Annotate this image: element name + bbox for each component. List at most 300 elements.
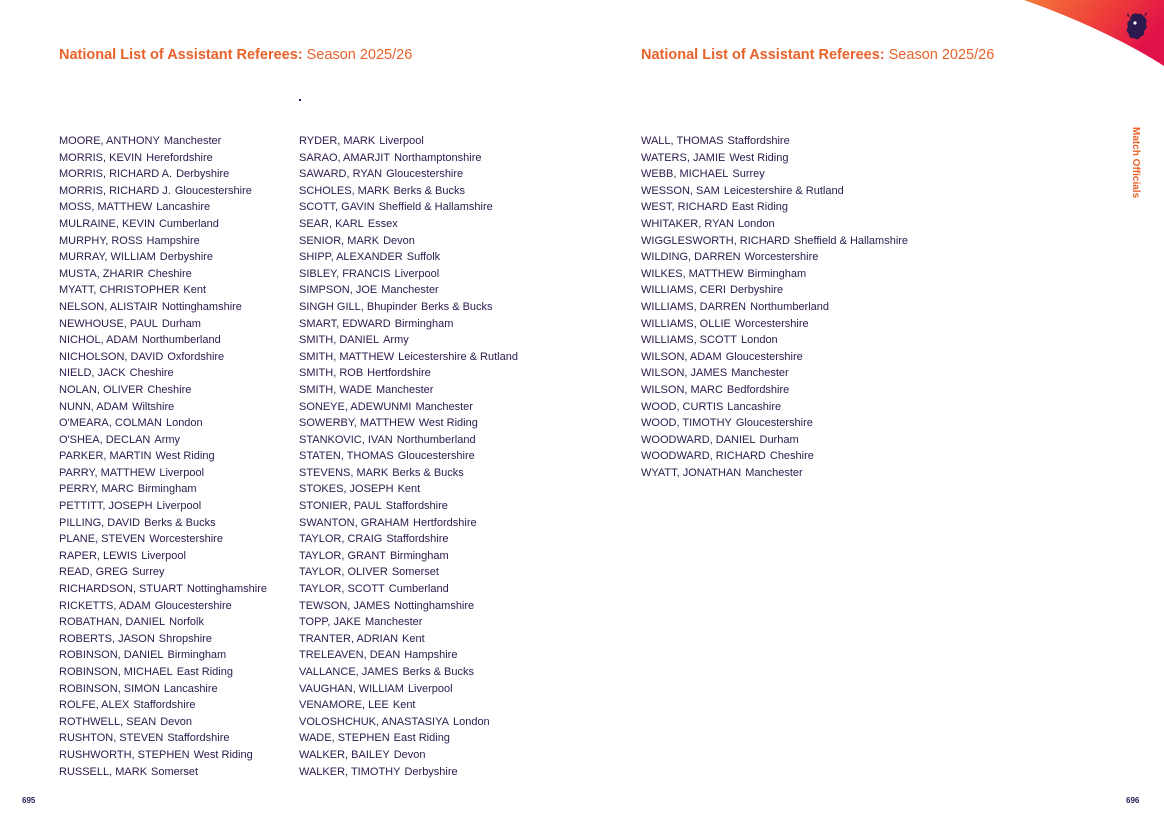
list-item	[299, 399, 518, 416]
referee-county: Gloucestershire	[386, 168, 464, 181]
page-number-left: 695	[22, 796, 36, 805]
referee-name: SMITH, MATTHEW	[299, 350, 395, 363]
referee-name: MORRIS, RICHARD J.	[59, 184, 171, 197]
list-item	[299, 382, 518, 399]
referee-name: MOORE, ANTHONY	[59, 135, 160, 147]
list-item	[299, 664, 518, 681]
referee-county: Nottinghamshire	[161, 300, 242, 313]
referee-county: Manchester	[375, 383, 434, 396]
referee-county: Birmingham	[747, 267, 807, 280]
referee-name: O'SHEA, DECLAN	[59, 433, 151, 446]
list-item	[299, 150, 518, 167]
referee-county: Berks & Bucks	[402, 666, 474, 678]
list-item	[59, 498, 267, 515]
referee-name: MORRIS, KEVIN	[59, 151, 143, 164]
referee-name: STOKES, JOSEPH	[299, 483, 394, 496]
referee-name: TEWSON, JAMES	[299, 599, 391, 612]
referee-name: SONEYE, ADEWUNMI	[299, 400, 412, 413]
list-item	[641, 266, 908, 283]
referee-name: NEWHOUSE, PAUL	[59, 317, 158, 330]
list-item	[59, 299, 267, 316]
page-title-left	[59, 47, 412, 63]
list-item	[59, 730, 267, 747]
referee-county: London	[452, 715, 490, 728]
referee-county: Worcestershire	[734, 317, 809, 330]
referee-name: ROBATHAN, DANIEL	[59, 616, 166, 629]
list-item	[59, 282, 267, 299]
referee-name: SIBLEY, FRANCIS	[299, 267, 391, 280]
referee-name: SMITH, WADE	[299, 383, 372, 396]
referee-county: East Riding	[731, 201, 789, 214]
referee-name: READ, GREG	[59, 566, 129, 579]
referee-name: WILLIAMS, CERI	[641, 284, 726, 297]
list-item	[299, 697, 518, 714]
referee-county: Somerset	[391, 566, 439, 579]
referee-county: West Riding	[729, 151, 789, 164]
referee-name: ROBERTS, JASON	[59, 632, 155, 645]
list-item	[299, 199, 518, 216]
list-item	[299, 133, 518, 150]
referee-county: Derbyshire	[404, 765, 458, 778]
referee-name: PARKER, MARTIN	[59, 450, 152, 463]
referee-name: ROTHWELL, SEAN	[59, 715, 157, 728]
referee-name: PARRY, MATTHEW	[59, 466, 156, 479]
referee-county: Gloucestershire	[725, 350, 803, 363]
list-item	[299, 681, 518, 698]
list-item	[641, 299, 908, 316]
referee-county: Cumberland	[158, 217, 219, 230]
referee-county: Liverpool	[379, 135, 424, 147]
list-item	[299, 614, 518, 631]
referee-county: Kent	[392, 699, 416, 712]
list-item	[59, 266, 267, 283]
list-item	[59, 166, 267, 183]
referee-name: VALLANCE, JAMES	[299, 666, 399, 678]
referee-county: Devon	[383, 234, 415, 247]
referee-name: VOLOSHCHUK, ANASTASIYA	[299, 715, 449, 728]
referee-county: West Riding	[155, 450, 215, 463]
list-item	[59, 432, 267, 449]
list-item	[59, 349, 267, 366]
list-item	[59, 199, 267, 216]
referee-county: Northumberland	[141, 334, 221, 347]
referee-name: SARAO, AMARJIT	[299, 151, 391, 164]
list-item	[641, 399, 908, 416]
referee-county: Bedfordshire	[726, 383, 790, 396]
list-item	[299, 282, 518, 299]
referee-county: Durham	[161, 317, 201, 330]
referee-name: WATERS, JAMIE	[641, 151, 726, 164]
list-item	[59, 764, 267, 781]
referee-county: Gloucestershire	[397, 450, 475, 463]
referee-county: Surrey	[132, 566, 165, 579]
referee-name: SIMPSON, JOE	[299, 284, 378, 297]
referee-county: Gloucestershire	[735, 417, 813, 430]
list-item	[59, 564, 267, 581]
referee-county: Worcestershire	[744, 251, 819, 264]
list-item	[299, 249, 518, 266]
list-item	[641, 332, 908, 349]
referee-name: WOOD, CURTIS	[641, 400, 724, 413]
referee-name: WALKER, BAILEY	[299, 748, 390, 761]
referee-county: Suffolk	[406, 251, 441, 264]
referee-county: Lancashire	[727, 400, 782, 413]
list-item	[59, 249, 267, 266]
section-side-label	[1128, 127, 1142, 207]
list-item	[299, 365, 518, 382]
referee-county: East Riding	[176, 666, 233, 678]
stray-dot	[299, 99, 301, 101]
referee-county: Norfolk	[169, 616, 204, 629]
list-item	[641, 349, 908, 366]
referee-name: O'MEARA, COLMAN	[59, 417, 162, 430]
referee-name: WOOD, TIMOTHY	[641, 417, 732, 430]
list-item	[299, 548, 518, 565]
referee-county: London	[740, 334, 778, 347]
list-item	[641, 415, 908, 432]
referee-name: TRELEAVEN, DEAN	[299, 649, 401, 662]
referee-list-column-1	[59, 133, 267, 780]
referee-name: STONIER, PAUL	[299, 500, 382, 513]
referee-name: VAUGHAN, WILLIAM	[299, 682, 404, 695]
referee-name: WILLIAMS, OLLIE	[641, 317, 731, 330]
list-item	[299, 432, 518, 449]
referee-county: Devon	[393, 748, 426, 761]
referee-name: WOODWARD, RICHARD	[641, 450, 766, 463]
referee-name: WADE, STEPHEN	[299, 732, 390, 745]
referee-name: WALKER, TIMOTHY	[299, 765, 401, 778]
referee-county: Oxfordshire	[167, 350, 225, 363]
referee-name: MYATT, CHRISTOPHER	[59, 284, 180, 297]
referee-county: Sheffield & Hallamshire	[793, 234, 909, 247]
list-item	[299, 332, 518, 349]
referee-name: RUSHTON, STEVEN	[59, 732, 164, 745]
referee-county: Birmingham	[167, 649, 227, 662]
referee-name: WILKES, MATTHEW	[641, 267, 744, 280]
referee-name: TOPP, JAKE	[299, 616, 361, 629]
list-item	[641, 150, 908, 167]
referee-county: London	[737, 217, 775, 230]
referee-county: Sheffield & Hallamshire	[378, 201, 493, 214]
list-item	[641, 432, 908, 449]
list-item	[59, 183, 267, 200]
referee-name: NOLAN, OLIVER	[59, 383, 144, 396]
list-item	[299, 747, 518, 764]
referee-name: WEST, RICHARD	[641, 201, 728, 214]
list-item	[59, 631, 267, 648]
referee-county: Cheshire	[129, 367, 174, 380]
referee-county: Lancashire	[163, 682, 218, 695]
list-item	[59, 382, 267, 399]
referee-name: WILSON, ADAM	[641, 350, 722, 363]
referee-name: PETTITT, JOSEPH	[59, 500, 153, 513]
list-item	[59, 581, 267, 598]
list-item	[299, 647, 518, 664]
referee-county: Shropshire	[158, 632, 212, 645]
referee-county: Manchester	[745, 466, 803, 479]
list-item	[59, 664, 267, 681]
list-item	[299, 415, 518, 432]
list-item	[641, 282, 908, 299]
referee-name: WILSON, JAMES	[641, 367, 728, 380]
referee-name: NIELD, JACK	[59, 367, 126, 380]
referee-county: Berks & Bucks	[144, 516, 216, 529]
referee-county: Berks & Bucks	[421, 300, 493, 313]
referee-name: NUNN, ADAM	[59, 400, 129, 413]
premier-league-lion-icon	[1125, 12, 1149, 42]
referee-county: Herefordshire	[146, 151, 213, 164]
referee-county: Berks & Bucks	[392, 466, 464, 479]
referee-name: WIGGLESWORTH, RICHARD	[641, 234, 790, 247]
list-item	[59, 233, 267, 250]
list-item	[641, 465, 908, 482]
list-item	[299, 448, 518, 465]
referee-name: SMITH, ROB	[299, 367, 364, 380]
referee-name: SINGH GILL, Bhupinder	[299, 300, 418, 313]
referee-county: Cheshire	[769, 450, 814, 463]
referee-county: Lancashire	[156, 201, 211, 214]
list-item	[59, 598, 267, 615]
referee-county: Birmingham	[390, 549, 449, 562]
page-title-right	[641, 47, 994, 63]
referee-county: Nottinghamshire	[186, 583, 267, 596]
referee-name: MOSS, MATTHEW	[59, 201, 153, 214]
list-item	[299, 631, 518, 648]
referee-county: Staffordshire	[727, 135, 790, 147]
referee-name: PILLING, DAVID	[59, 516, 141, 529]
referee-name: TAYLOR, CRAIG	[299, 533, 383, 546]
referee-name: MURRAY, WILLIAM	[59, 251, 156, 264]
list-item	[641, 316, 908, 333]
referee-county: Gloucestershire	[174, 184, 252, 197]
list-item	[59, 647, 267, 664]
list-item	[59, 448, 267, 465]
referee-county: Birmingham	[394, 317, 454, 330]
referee-list-column-2	[299, 133, 518, 780]
list-item	[641, 382, 908, 399]
title-bold: National List of Assistant Referees:	[641, 47, 885, 63]
referee-county: Kent	[183, 284, 207, 297]
referee-name: SHIPP, ALEXANDER	[299, 251, 403, 264]
list-item	[59, 150, 267, 167]
referee-name: SMART, EDWARD	[299, 317, 391, 330]
referee-name: WILLIAMS, DARREN	[641, 300, 747, 313]
referee-county: Liverpool	[141, 549, 186, 562]
referee-county: Army	[383, 334, 409, 347]
list-item	[641, 249, 908, 266]
referee-county: Worcestershire	[149, 533, 223, 546]
referee-name: WYATT, JONATHAN	[641, 466, 742, 479]
referee-name: SAWARD, RYAN	[299, 168, 383, 181]
referee-county: Leicestershire & Rutland	[723, 184, 844, 197]
referee-county: Hampshire	[146, 234, 200, 247]
list-item	[299, 465, 518, 482]
referee-name: ROBINSON, DANIEL	[59, 649, 164, 662]
referee-county: Nottinghamshire	[394, 599, 475, 612]
referee-county: Hampshire	[404, 649, 458, 662]
list-item	[59, 681, 267, 698]
referee-name: SCOTT, GAVIN	[299, 201, 375, 214]
referee-county: Cumberland	[388, 583, 449, 596]
page-number-right: 696	[1126, 796, 1140, 805]
referee-county: Manchester	[381, 284, 439, 297]
referee-county: Surrey	[732, 168, 765, 181]
referee-name: PERRY, MARC	[59, 483, 134, 496]
referee-name: ROBINSON, MICHAEL	[59, 666, 173, 678]
list-item	[641, 233, 908, 250]
referee-county: Hertfordshire	[413, 516, 477, 529]
list-item	[59, 515, 267, 532]
referee-county: Kent	[397, 483, 421, 496]
referee-name: MORRIS, RICHARD A.	[59, 168, 173, 181]
list-item	[59, 216, 267, 233]
list-item	[299, 233, 518, 250]
list-item	[59, 465, 267, 482]
referee-name: NICHOLSON, DAVID	[59, 350, 164, 363]
referee-county: Manchester	[364, 616, 423, 629]
list-item	[299, 266, 518, 283]
referee-county: Cheshire	[147, 267, 192, 280]
list-item	[299, 598, 518, 615]
referee-county: Staffordshire	[385, 500, 448, 513]
referee-county: Northumberland	[750, 300, 830, 313]
referee-list-column-3	[641, 133, 908, 481]
referee-name: NICHOL, ADAM	[59, 334, 138, 347]
referee-name: SWANTON, GRAHAM	[299, 516, 410, 529]
referee-name: WILSON, MARC	[641, 383, 723, 396]
list-item	[59, 548, 267, 565]
referee-county: Staffordshire	[167, 732, 230, 745]
referee-name: ROLFE, ALEX	[59, 699, 130, 712]
referee-name: RICHARDSON, STUART	[59, 583, 183, 596]
referee-county: Durham	[759, 433, 799, 446]
referee-county: Northamptonshire	[394, 151, 482, 164]
side-label-text: Match Officials	[1130, 127, 1141, 199]
title-bold: National List of Assistant Referees:	[59, 47, 303, 63]
list-item	[299, 714, 518, 731]
referee-county: Northumberland	[396, 433, 476, 446]
list-item	[299, 299, 518, 316]
list-item	[59, 415, 267, 432]
referee-county: Cheshire	[147, 383, 192, 396]
list-item	[299, 564, 518, 581]
referee-county: Army	[154, 433, 181, 446]
referee-name: WALL, THOMAS	[641, 135, 724, 147]
list-item	[59, 697, 267, 714]
list-item	[59, 332, 267, 349]
referee-name: WHITAKER, RYAN	[641, 217, 734, 230]
referee-county: Leicestershire & Rutland	[398, 350, 518, 363]
referee-county: Derbyshire	[176, 168, 230, 181]
referee-county: Derbyshire	[729, 284, 784, 297]
referee-county: Kent	[402, 632, 425, 645]
referee-county: Birmingham	[137, 483, 197, 496]
referee-county: Derbyshire	[159, 251, 213, 264]
referee-county: Manchester	[731, 367, 789, 380]
referee-name: WEBB, MICHAEL	[641, 168, 729, 181]
referee-name: MULRAINE, KEVIN	[59, 217, 155, 230]
referee-name: SCHOLES, MARK	[299, 184, 390, 197]
list-item	[299, 515, 518, 532]
referee-name: TAYLOR, OLIVER	[299, 566, 388, 579]
referee-name: PLANE, STEVEN	[59, 533, 146, 546]
referee-county: Liverpool	[407, 682, 453, 695]
list-item	[59, 714, 267, 731]
referee-name: STATEN, THOMAS	[299, 450, 394, 463]
list-item	[59, 316, 267, 333]
title-season: Season 2025/26	[888, 47, 995, 63]
list-item	[59, 481, 267, 498]
referee-county: Manchester	[163, 135, 222, 147]
referee-county: Berks & Bucks	[393, 184, 465, 197]
list-item	[641, 166, 908, 183]
referee-name: NELSON, ALISTAIR	[59, 300, 158, 313]
list-item	[59, 365, 267, 382]
referee-name: WILDING, DARREN	[641, 251, 741, 264]
referee-county: Wiltshire	[132, 400, 175, 413]
referee-county: West Riding	[193, 748, 253, 761]
referee-county: Somerset	[151, 765, 199, 778]
referee-county: London	[165, 417, 203, 430]
list-item	[299, 166, 518, 183]
referee-name: TRANTER, ADRIAN	[299, 632, 399, 645]
referee-name: WOODWARD, DANIEL	[641, 433, 756, 446]
referee-name: ROBINSON, SIMON	[59, 682, 160, 695]
referee-name: RAPER, LEWIS	[59, 549, 138, 562]
referee-county: Liverpool	[159, 466, 205, 479]
referee-county: Manchester	[415, 400, 473, 413]
referee-name: MUSTA, ZHARIR	[59, 267, 144, 280]
list-item	[299, 481, 518, 498]
list-item	[299, 316, 518, 333]
referee-name: SOWERBY, MATTHEW	[299, 417, 415, 430]
list-item	[299, 730, 518, 747]
list-item	[59, 614, 267, 631]
list-item	[59, 531, 267, 548]
list-item	[59, 747, 267, 764]
referee-county: Essex	[367, 217, 398, 230]
list-item	[641, 216, 908, 233]
referee-county: Staffordshire	[133, 699, 196, 712]
referee-county: West Riding	[418, 417, 478, 430]
referee-name: SMITH, DANIEL	[299, 334, 380, 347]
list-item	[641, 365, 908, 382]
referee-name: TAYLOR, SCOTT	[299, 583, 385, 596]
list-item	[299, 764, 518, 781]
title-season: Season 2025/26	[306, 47, 413, 63]
referee-name: SEAR, KARL	[299, 217, 364, 230]
list-item	[641, 183, 908, 200]
referee-name: RICKETTS, ADAM	[59, 599, 151, 612]
list-item	[641, 133, 908, 150]
referee-name: SENIOR, MARK	[299, 234, 380, 247]
referee-county: Gloucestershire	[154, 599, 232, 612]
list-item	[299, 183, 518, 200]
list-item	[299, 349, 518, 366]
referee-county: Staffordshire	[386, 533, 449, 546]
referee-name: TAYLOR, GRANT	[299, 549, 386, 562]
list-item	[299, 498, 518, 515]
referee-county: Hertfordshire	[367, 367, 431, 380]
referee-name: STANKOVIC, IVAN	[299, 433, 393, 446]
list-item	[59, 133, 267, 150]
referee-name: MURPHY, ROSS	[59, 234, 143, 247]
list-item	[299, 531, 518, 548]
referee-county: Liverpool	[394, 267, 440, 280]
list-item	[641, 448, 908, 465]
referee-name: RYDER, MARK	[299, 135, 376, 147]
referee-name: RUSHWORTH, STEPHEN	[59, 748, 190, 761]
